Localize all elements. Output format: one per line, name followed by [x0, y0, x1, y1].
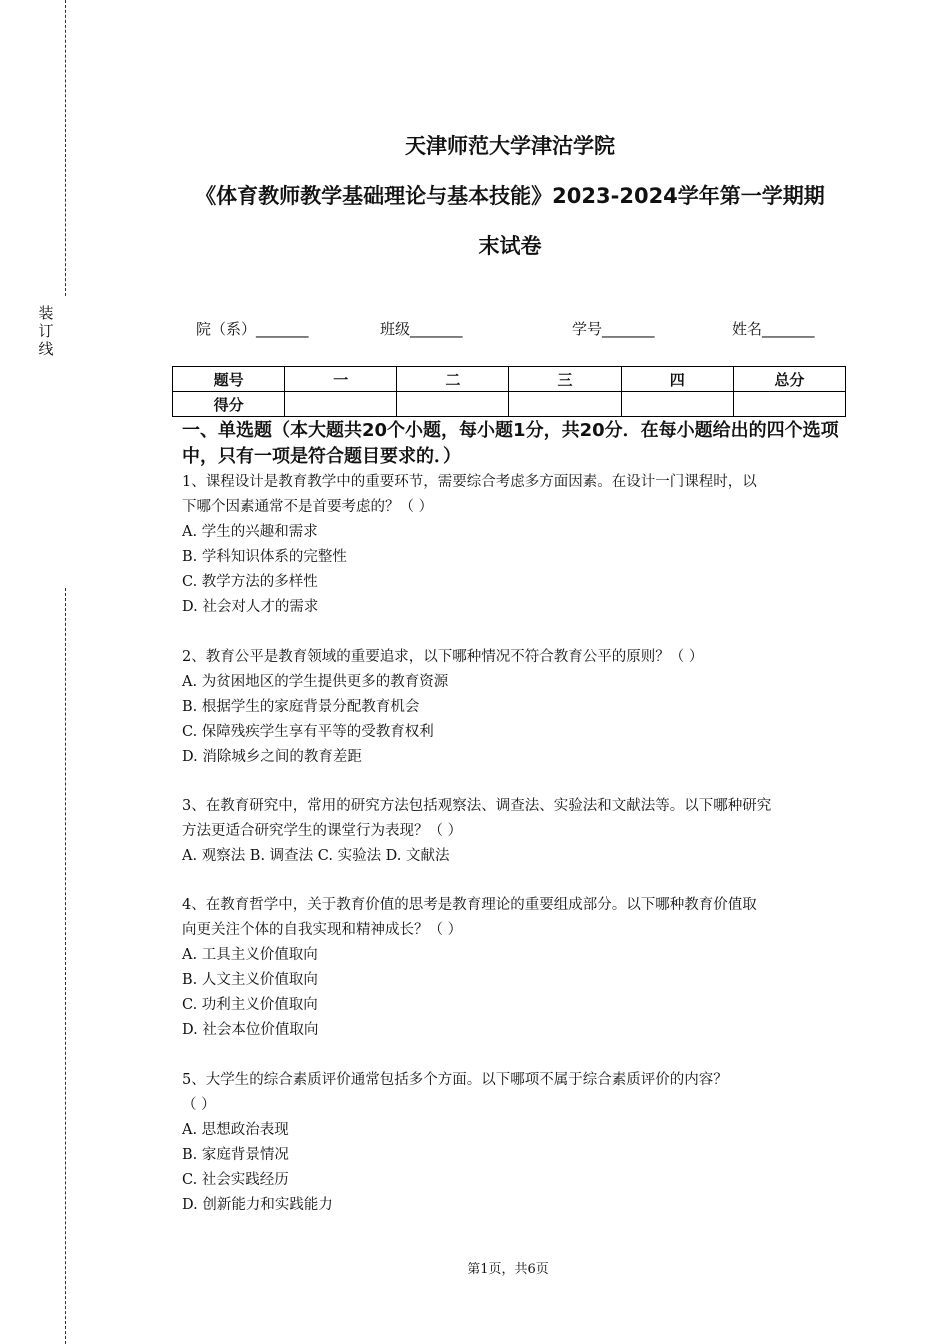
dept-field: 院（系）_______ — [196, 320, 309, 338]
page-number: 第1页，共6页 — [467, 1262, 549, 1277]
score-cell[interactable] — [621, 392, 733, 417]
table-cell: 得分 — [173, 392, 285, 417]
score-cell[interactable] — [285, 392, 397, 417]
exam-title-cont: 末试卷 — [478, 234, 542, 258]
option-text: A. 观察法 B. 调查法 C. 实验法 D. 文献法 — [182, 848, 450, 864]
question-text: （ ） — [182, 1097, 216, 1113]
option-text: B. 人文主义价值取向 — [182, 972, 318, 988]
table-cell: 三 — [509, 367, 621, 392]
option-text: A. 学生的兴趣和需求 — [182, 524, 318, 540]
binding-dashed-line-top — [65, 0, 66, 296]
option-text: C. 社会实践经历 — [182, 1172, 289, 1188]
table-cell: 题号 — [173, 367, 285, 392]
question-text: 1、课程设计是教育教学中的重要环节，需要综合考虑多方面因素。在设计一门课程时，以 — [182, 474, 757, 490]
school-title: 天津师范大学津沽学院 — [405, 134, 615, 158]
option-text: C. 功利主义价值取向 — [182, 997, 318, 1013]
option-text: A. 为贫困地区的学生提供更多的教育资源 — [182, 674, 449, 690]
table-cell: 总分 — [733, 367, 845, 392]
name-field: 姓名_______ — [732, 320, 815, 338]
option-text: D. 消除城乡之间的教育差距 — [182, 749, 362, 765]
option-text: C. 保障残疾学生享有平等的受教育权利 — [182, 724, 434, 740]
option-text: B. 根据学生的家庭背景分配教育机会 — [182, 699, 420, 715]
table-cell: 四 — [621, 367, 733, 392]
option-text: D. 社会对人才的需求 — [182, 599, 319, 615]
question-text: 3、在教育研究中，常用的研究方法包括观察法、调查法、实验法和文献法等。以下哪种研究 — [182, 798, 772, 814]
option-text: A. 思想政治表现 — [182, 1122, 289, 1138]
question-text: 4、在教育哲学中，关于教育价值的思考是教育理论的重要组成部分。以下哪种教育价值取 — [182, 897, 757, 913]
section-heading: 一、单选题（本大题共20个小题，每小题1分，共20分．在每小题给出的四个选项中，只有一项是符合题目要求的．） — [182, 420, 839, 467]
question-text: 下哪个因素通常不是首要考虑的？（ ） — [182, 499, 434, 515]
option-text: D. 创新能力和实践能力 — [182, 1197, 333, 1213]
table-cell: 二 — [397, 367, 509, 392]
option-text: B. 学科知识体系的完整性 — [182, 549, 347, 565]
option-text: C. 教学方法的多样性 — [182, 574, 318, 590]
class-field: 班级_______ — [380, 320, 463, 338]
option-text: A. 工具主义价值取向 — [182, 947, 318, 963]
score-cell[interactable] — [733, 392, 845, 417]
student-id-field: 学号_______ — [572, 320, 655, 338]
question-text: 方法更适合研究学生的课堂行为表现？（ ） — [182, 823, 463, 839]
score-table-score-row — [173, 392, 846, 417]
option-text: B. 家庭背景情况 — [182, 1147, 289, 1163]
table-cell: 一 — [285, 367, 397, 392]
binding-label: 装订线 — [38, 304, 54, 358]
question-text: 5、大学生的综合素质评价通常包括多个方面。以下哪项不属于综合素质评价的内容？ — [182, 1072, 728, 1088]
score-table — [172, 366, 846, 417]
question-text: 向更关注个体的自我实现和精神成长？（ ） — [182, 922, 463, 938]
question-text: 2、教育公平是教育领域的重要追求，以下哪种情况不符合教育公平的原则？（ ） — [182, 649, 704, 665]
exam-title: 《体育教师教学基础理论与基本技能》2023-2024学年第一学期期 — [195, 184, 825, 208]
binding-dashed-line-bottom — [65, 588, 66, 1344]
score-cell[interactable] — [397, 392, 509, 417]
option-text: D. 社会本位价值取向 — [182, 1022, 319, 1038]
score-cell[interactable] — [509, 392, 621, 417]
score-table-header-row — [173, 367, 846, 392]
